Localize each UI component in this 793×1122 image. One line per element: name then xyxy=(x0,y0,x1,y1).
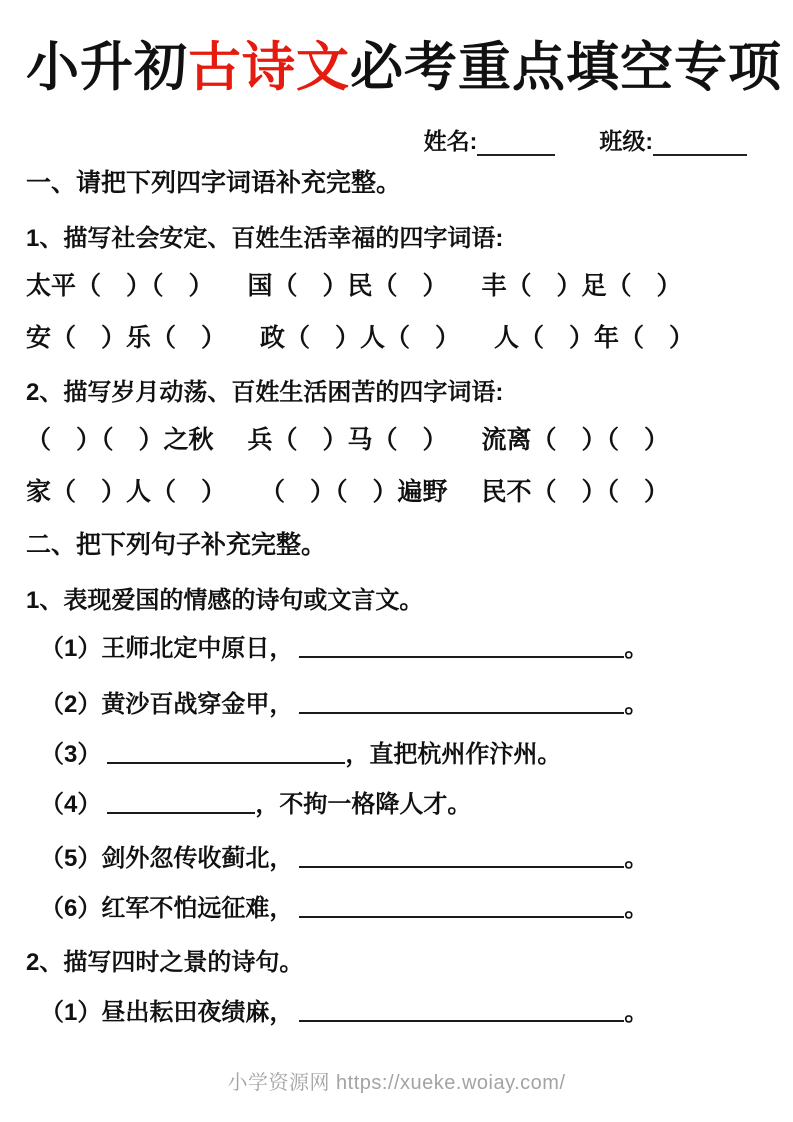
item-number: （1） xyxy=(40,999,102,1026)
answer-blank xyxy=(107,738,345,764)
question-label-2-1: 1、表现爱国的情感的诗句或文言文。 xyxy=(26,587,424,614)
question-label-2-2: 2、描写四时之景的诗句。 xyxy=(26,949,304,976)
title-red-highlight: 古诗文 xyxy=(188,38,350,97)
fill-group: 政（ ）人（ ） xyxy=(260,324,461,352)
answer-blank xyxy=(299,842,624,868)
item-number: （3） xyxy=(40,741,102,768)
item-post-text: ，直把杭州作汴州。 xyxy=(345,741,562,768)
question-label-1-1: 1、描写社会安定、百姓生活幸福的四字词语: xyxy=(26,225,504,252)
title-black-left: 小升初 xyxy=(26,38,188,97)
sentence-item xyxy=(26,996,767,1030)
fill-group: 国（ ）民（ ） xyxy=(247,272,448,300)
answer-blank xyxy=(299,892,624,918)
title-black-right: 必考重点填空专项 xyxy=(350,38,782,97)
sentence-item xyxy=(26,892,767,926)
fill-group: 太平（ ）（ ） xyxy=(26,272,214,300)
sentence-item xyxy=(26,632,767,666)
item-pre-text: 王师北定中原日， xyxy=(101,635,294,662)
item-number: （4） xyxy=(40,791,102,818)
item-post-text: 。 xyxy=(624,691,649,718)
item-post-text: 。 xyxy=(624,895,649,922)
fill-group: 安（ ）乐（ ） xyxy=(26,324,227,352)
student-info-row xyxy=(26,122,747,156)
fill-row xyxy=(26,270,767,302)
answer-blank xyxy=(299,688,624,714)
answer-blank xyxy=(299,632,624,658)
section-two-heading: 二、把下列句子补充完整。 xyxy=(26,531,327,559)
name-blank-line xyxy=(477,128,555,156)
footer-watermark: 小学资源网 https://xueke.woiay.com/ xyxy=(227,1072,566,1094)
item-post-text: 。 xyxy=(624,635,649,662)
fill-group: （ ）（ ）遍野 xyxy=(260,478,448,506)
class-label: 班级: xyxy=(599,128,653,154)
fill-row xyxy=(26,424,767,456)
item-pre-text: 红军不怕远征难， xyxy=(101,895,294,922)
item-number: （1） xyxy=(40,635,102,662)
sentence-item xyxy=(26,738,767,772)
fill-row xyxy=(26,322,767,354)
item-pre-text: 剑外忽传收蓟北， xyxy=(101,845,294,872)
fill-group: 丰（ ）足（ ） xyxy=(481,272,682,300)
fill-group: 兵（ ）马（ ） xyxy=(247,426,448,454)
sentence-item xyxy=(26,788,767,822)
sentence-item xyxy=(26,688,767,722)
answer-blank xyxy=(299,996,624,1022)
item-pre-text: 黄沙百战穿金甲， xyxy=(101,691,294,718)
fill-group: 流离（ ）（ ） xyxy=(481,426,670,454)
item-post-text: 。 xyxy=(624,845,649,872)
question-label-1-2: 2、描写岁月动荡、百姓生活困苦的四字词语: xyxy=(26,379,504,406)
fill-group: （ ）（ ）之秋 xyxy=(26,426,214,454)
fill-group: 家（ ）人（ ） xyxy=(26,478,227,506)
answer-blank xyxy=(107,788,255,814)
item-number: （5） xyxy=(40,845,102,872)
item-post-text: 。 xyxy=(624,999,649,1026)
fill-row xyxy=(26,476,767,508)
sentence-item xyxy=(26,842,767,876)
item-number: （6） xyxy=(40,895,102,922)
name-label: 姓名: xyxy=(423,128,478,154)
class-blank-line xyxy=(653,128,747,156)
item-pre-text: 昼出耘田夜绩麻， xyxy=(101,999,294,1026)
fill-group: 民不（ ）（ ） xyxy=(481,478,670,506)
item-post-text: ，不拘一格降人才。 xyxy=(255,791,472,818)
item-number: （2） xyxy=(40,691,102,718)
section-one-heading: 一、请把下列四字词语补充完整。 xyxy=(26,169,402,197)
worksheet-title xyxy=(26,30,782,106)
fill-group: 人（ ）年（ ） xyxy=(494,324,695,352)
